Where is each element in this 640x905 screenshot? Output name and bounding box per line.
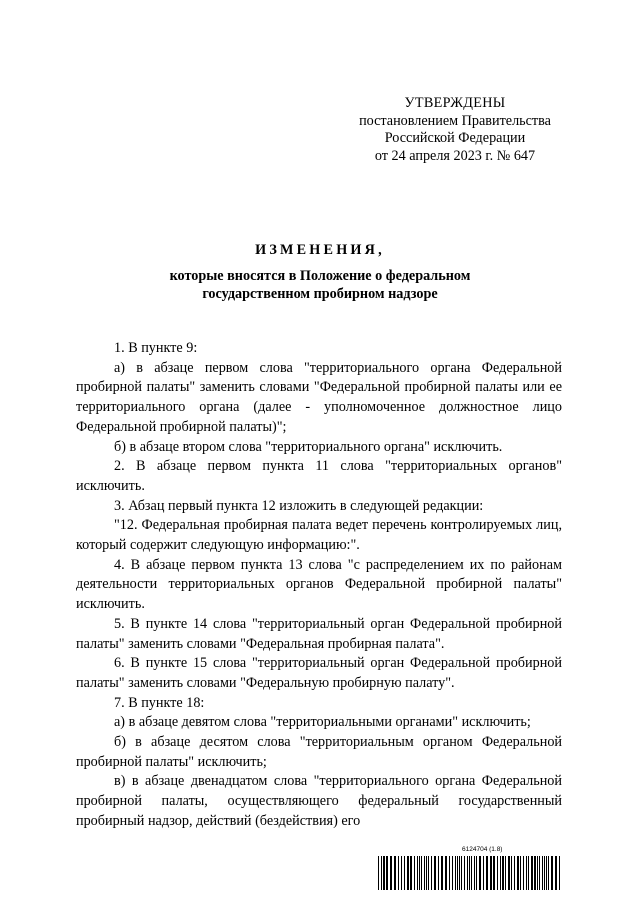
- barcode-bar: [534, 856, 536, 890]
- subtitle-line-1: которые вносятся в Положение о федеральном: [169, 268, 471, 284]
- barcode-bar: [464, 856, 465, 890]
- approval-block: [340, 95, 570, 165]
- barcode-bar: [502, 856, 504, 890]
- barcode-bar: [523, 856, 524, 890]
- barcode-bar: [414, 856, 415, 890]
- barcode-bar: [474, 856, 475, 890]
- barcode-bar: [486, 856, 488, 890]
- barcode-bar: [497, 856, 498, 890]
- barcode-bar: [526, 856, 527, 890]
- approval-line-1: постановлением Правительства: [359, 112, 551, 129]
- barcode-bar: [434, 856, 436, 890]
- barcode-bar: [542, 856, 543, 890]
- document-title: ИЗМЕНЕНИЯ,: [255, 242, 385, 258]
- barcode-bar: [461, 856, 462, 890]
- paragraph-13: в) в абзаце двенадцатом слова "территориального органа Федеральной пробирной палаты, осуществляющего федеральный государственный пробирный надзор, действий (бездействия) его: [76, 773, 562, 829]
- barcode-bar: [419, 856, 420, 890]
- paragraph-11: а) в абзаце девятом слова "территориальными органами" исключить;: [114, 714, 531, 731]
- paragraph-1: 1. В пункте 9:: [114, 340, 198, 356]
- paragraph-6: "12. Федеральная пробирная палата ведет перечень контролируемых лиц, который содержит следующую информацию:".: [76, 517, 562, 554]
- barcode-bar: [441, 856, 443, 890]
- paragraph-2: а) в абзаце первом слова "территориального органа Федеральной пробирной палаты" заменить словами "Федеральной пробирной палаты или ее территориального органа (далее - уполномоченное должностное лицо Федеральной пробирной палаты)";: [76, 359, 562, 435]
- document-body: [76, 339, 562, 832]
- barcode-bar: [471, 856, 472, 890]
- barcode-bar: [398, 856, 399, 890]
- document-subtitle: [120, 268, 520, 303]
- barcode-bar: [539, 856, 540, 890]
- barcode-bar: [426, 856, 427, 890]
- paragraph-8: 5. В пункте 14 слова "территориальный орган Федеральной пробирной палаты" заменить словами "Федеральная пробирная палата".: [76, 615, 562, 652]
- barcode-bar: [421, 856, 422, 890]
- barcode-bar: [520, 856, 521, 890]
- paragraph-12: б) в абзаце десятом слова "территориальным органом Федеральной пробирной палаты" исключить;: [76, 734, 562, 770]
- barcode-bar: [428, 856, 429, 890]
- barcode-bar: [386, 856, 388, 890]
- paragraph-9: 6. В пункте 15 слова "территориальный орган Федеральной пробирной палаты" заменить словами "Федеральную пробирную палату".: [76, 655, 562, 691]
- barcode-bar: [381, 856, 382, 890]
- barcode-bar: [531, 856, 533, 890]
- barcode-bar: [407, 856, 409, 890]
- barcode-bar: [431, 856, 432, 890]
- barcode-bar: [493, 856, 495, 890]
- barcode-bar: [505, 856, 506, 890]
- barcode-bar: [455, 856, 456, 890]
- paragraph-4: 2. В абзаце первом пункта 11 слова "территориальных органов" исключить.: [76, 458, 562, 494]
- paragraph-5: 3. Абзац первый пункта 12 изложить в следующей редакции:: [114, 497, 484, 514]
- barcode-bar: [500, 856, 501, 890]
- subtitle-line-2: государственном пробирном надзоре: [202, 285, 438, 302]
- paragraph-7: 4. В абзаце первом пункта 13 слова "с распределением их по районам деятельности территориальных органов Федеральной пробирной палаты" исключить.: [76, 556, 562, 613]
- barcode-bar: [410, 856, 412, 890]
- barcode-bar: [537, 856, 538, 890]
- paragraph-10: 7. В пункте 18:: [114, 694, 205, 711]
- barcode-image: [378, 856, 564, 890]
- approval-line-2: Российской Федерации: [384, 130, 526, 147]
- barcode-bar: [544, 856, 545, 890]
- barcode-bar: [546, 856, 547, 890]
- barcode-bar: [401, 856, 402, 890]
- barcode-bar: [445, 856, 447, 890]
- barcode-bar: [514, 856, 515, 890]
- barcode-bar: [551, 856, 553, 890]
- barcode-bar: [476, 856, 477, 890]
- barcode-bar: [483, 856, 484, 890]
- barcode-bar: [394, 856, 396, 890]
- barcode-bar: [383, 856, 385, 890]
- barcode-bar: [438, 856, 439, 890]
- paragraph-3: б) в абзаце втором слова "территориального органа" исключить.: [114, 438, 503, 455]
- barcode-bar: [528, 856, 529, 890]
- barcode-bar: [457, 856, 458, 890]
- barcode-bar: [424, 856, 425, 890]
- barcode-bar: [479, 856, 481, 890]
- barcode-bar: [555, 856, 557, 890]
- barcode-bar: [459, 856, 460, 890]
- barcode-bar: [548, 856, 549, 890]
- approval-line-3: от 24 апреля 2023 г. № 647: [374, 147, 536, 164]
- barcode-bar: [517, 856, 519, 890]
- barcode-number: 6124704 (1.8): [462, 846, 503, 853]
- barcode-bar: [449, 856, 450, 890]
- barcode-bar: [469, 856, 470, 890]
- barcode-bar: [559, 856, 560, 890]
- approval-heading: УТВЕРЖДЕНЫ: [404, 95, 506, 111]
- barcode-bar: [511, 856, 512, 890]
- barcode-bar: [390, 856, 392, 890]
- barcode-bar: [452, 856, 453, 890]
- barcode-bar: [490, 856, 492, 890]
- barcode-bar: [467, 856, 468, 890]
- barcode-bar: [508, 856, 510, 890]
- barcode-bar: [404, 856, 405, 890]
- barcode-bar: [378, 856, 379, 890]
- barcode-bar: [417, 856, 418, 890]
